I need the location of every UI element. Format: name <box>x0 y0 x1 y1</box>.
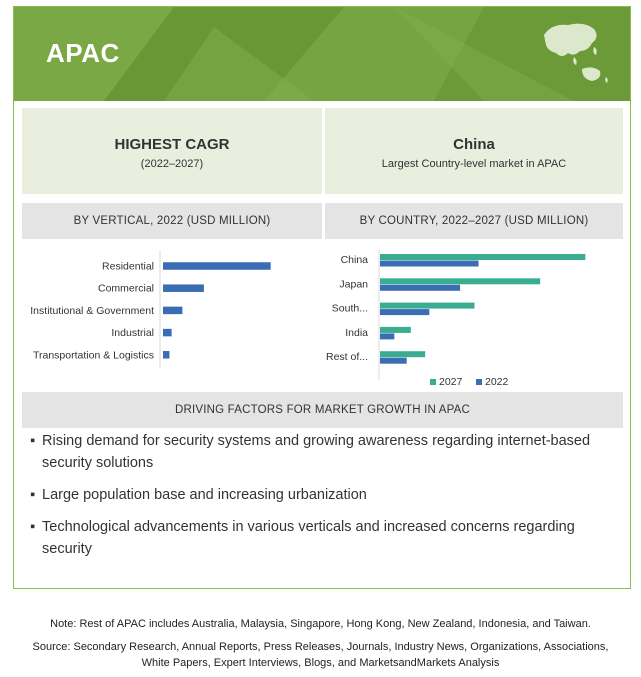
header-banner <box>14 7 630 101</box>
vertical-bar-institutional-government <box>163 307 182 315</box>
bullet-icon: ▪ <box>30 519 36 535</box>
vertical-bar-transportation-logistics <box>163 351 169 359</box>
largest-country-card <box>325 108 623 194</box>
country-bar-chart <box>322 248 627 394</box>
vertical-bar-industrial <box>163 329 172 337</box>
source-line-2: White Papers, Expert Interviews, Blogs, and MarketsandMarkets Analysis <box>141 657 500 669</box>
country-category-label-south: South... <box>331 302 368 315</box>
country-bar-japan-2022 <box>380 285 460 291</box>
highest-cagr-card <box>22 108 322 194</box>
vertical-bar-commercial <box>163 284 204 292</box>
largest-country-subtitle: Largest Country-level market in APAC <box>381 158 567 170</box>
legend-swatch-2022 <box>476 379 482 385</box>
largest-country-title: China <box>453 136 495 153</box>
vertical-category-label-commercial: Commercial <box>97 282 154 295</box>
drivers-section-header: DRIVING FACTORS FOR MARKET GROWTH IN APAC <box>22 392 623 428</box>
footnote-rest-of-apac: Note: Rest of APAC includes Australia, Malaysia, Singapore, Hong Kong, New Zealand, Indonesia, and Taiwan. <box>50 618 591 630</box>
country-category-label-rest-of: Rest of... <box>325 351 368 364</box>
highest-cagr-title: HIGHEST CAGR <box>114 136 230 153</box>
legend-label-2027: 2027 <box>439 376 463 388</box>
country-category-label-india: India <box>345 326 368 339</box>
country-bar-japan-2027 <box>380 278 540 284</box>
vertical-category-label-transportation-logistics: Transportation & Logistics <box>32 349 154 362</box>
vertical-category-label-residential: Residential <box>102 260 154 273</box>
legend-label-2022: 2022 <box>485 376 509 388</box>
region-title: APAC <box>46 38 120 68</box>
country-bar-india-2022 <box>380 333 394 339</box>
country-category-label-china: China <box>340 254 368 266</box>
bullet-icon: ▪ <box>30 433 36 449</box>
driving-factor-text: Technological advancements in various verticals and increased concerns regarding security <box>42 519 575 557</box>
legend-swatch-2027 <box>430 379 436 385</box>
vertical-category-label-industrial: Industrial <box>111 327 154 340</box>
driving-factor-item <box>30 430 600 474</box>
vertical-bar-residential <box>163 262 271 270</box>
vertical-bar-chart <box>0 248 322 378</box>
bullet-icon: ▪ <box>30 487 36 503</box>
country-bar-india-2027 <box>380 327 411 333</box>
driving-factor-item <box>30 484 600 506</box>
driving-factor-text: Rising demand for security systems and growing awareness regarding internet-based security solutions <box>42 433 591 471</box>
country-bar-china-2022 <box>380 261 479 267</box>
driving-factor-text: Large population base and increasing urbanization <box>42 487 367 503</box>
highest-cagr-period: (2022–2027) <box>140 158 204 170</box>
driving-factor-item <box>30 516 600 560</box>
country-bar-china-2027 <box>380 254 585 260</box>
country-bar-south-2027 <box>380 303 474 309</box>
asia-map-icon <box>534 17 614 87</box>
country-category-label-japan: Japan <box>339 278 368 291</box>
driving-factors-list <box>30 430 600 570</box>
country-bar-south-2022 <box>380 309 429 315</box>
country-bar-rest-of-2022 <box>380 358 407 364</box>
source-line-1: Source: Secondary Research, Annual Reports, Press Releases, Journals, Industry News, Organizations, Associations, <box>32 641 609 653</box>
vertical-section-header: BY VERTICAL, 2022 (USD MILLION) <box>22 203 322 239</box>
country-bar-rest-of-2027 <box>380 351 425 357</box>
vertical-category-label-institutional-government: Institutional & Government <box>30 304 154 317</box>
country-section-header: BY COUNTRY, 2022–2027 (USD MILLION) <box>325 203 623 239</box>
